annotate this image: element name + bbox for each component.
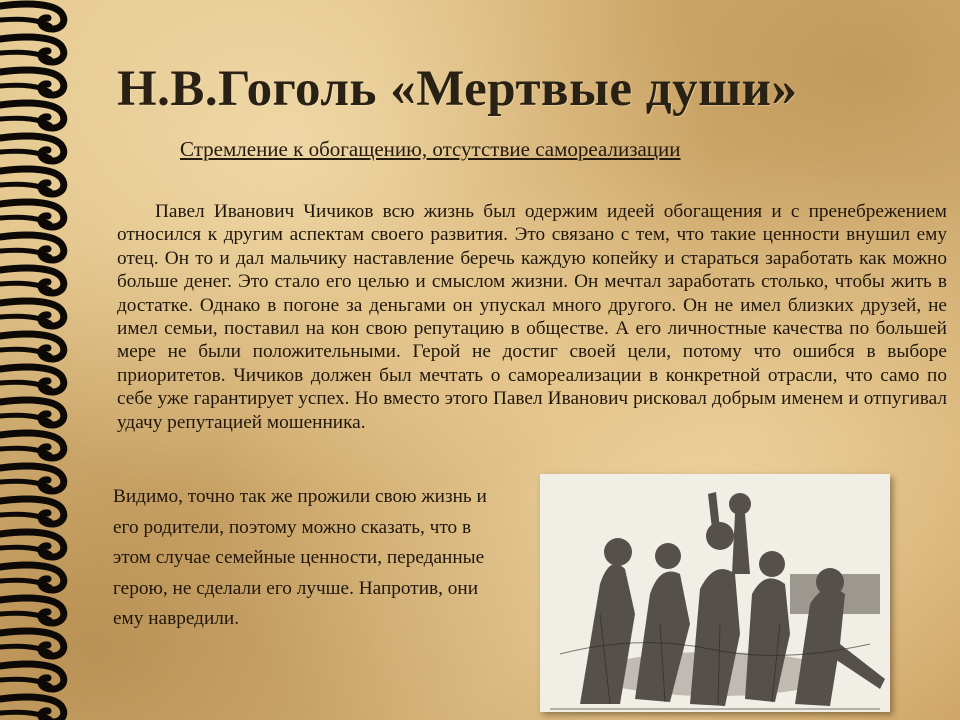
slide-title: Н.В.Гоголь «Мертвые души» xyxy=(117,61,798,117)
main-paragraph: Павел Иванович Чичиков всю жизнь был одержим идеей обогащения и с пренебрежением относился к другим аспектам своего развития. Это связано с тем, что такие ценности внушил ему отец. Он то и дал мальчику наставление беречь каждую копейку и стараться заработать как можно больше денег. Это стало его целью и смыслом жизни. Он мечтал заработать столько, чтобы жить в достатке. Однако в погоне за деньгами он упускал много другого. Он не имел близких друзей, не имел семьи, поставил на кон свою репутацию в обществе. А его личностные качества по большей мере не были положительными. Герой не достиг своей цели, потому что ошибся в выборе приоритетов. Чичиков должен был мечтать о самореализации в конкретной отрасли, что само по себе уже гарантирует успех. Но вместо этого Павел Иванович рисковал добрым именем и отпугивал удачу репутацией мошенника. xyxy=(117,201,947,433)
side-paragraph: Видимо, точно так же прожили свою жизнь и его родители, поэтому можно сказать, что в этом случае семейные ценности, переданные герою, не сделали его лучше. Напротив, они ему навредили. xyxy=(113,486,487,629)
slide-subtitle: Стремление к обогащению, отсутствие самореализации xyxy=(180,137,681,161)
engraving-illustration-icon xyxy=(540,474,890,712)
notebook-spiral-binding-icon xyxy=(0,0,90,720)
